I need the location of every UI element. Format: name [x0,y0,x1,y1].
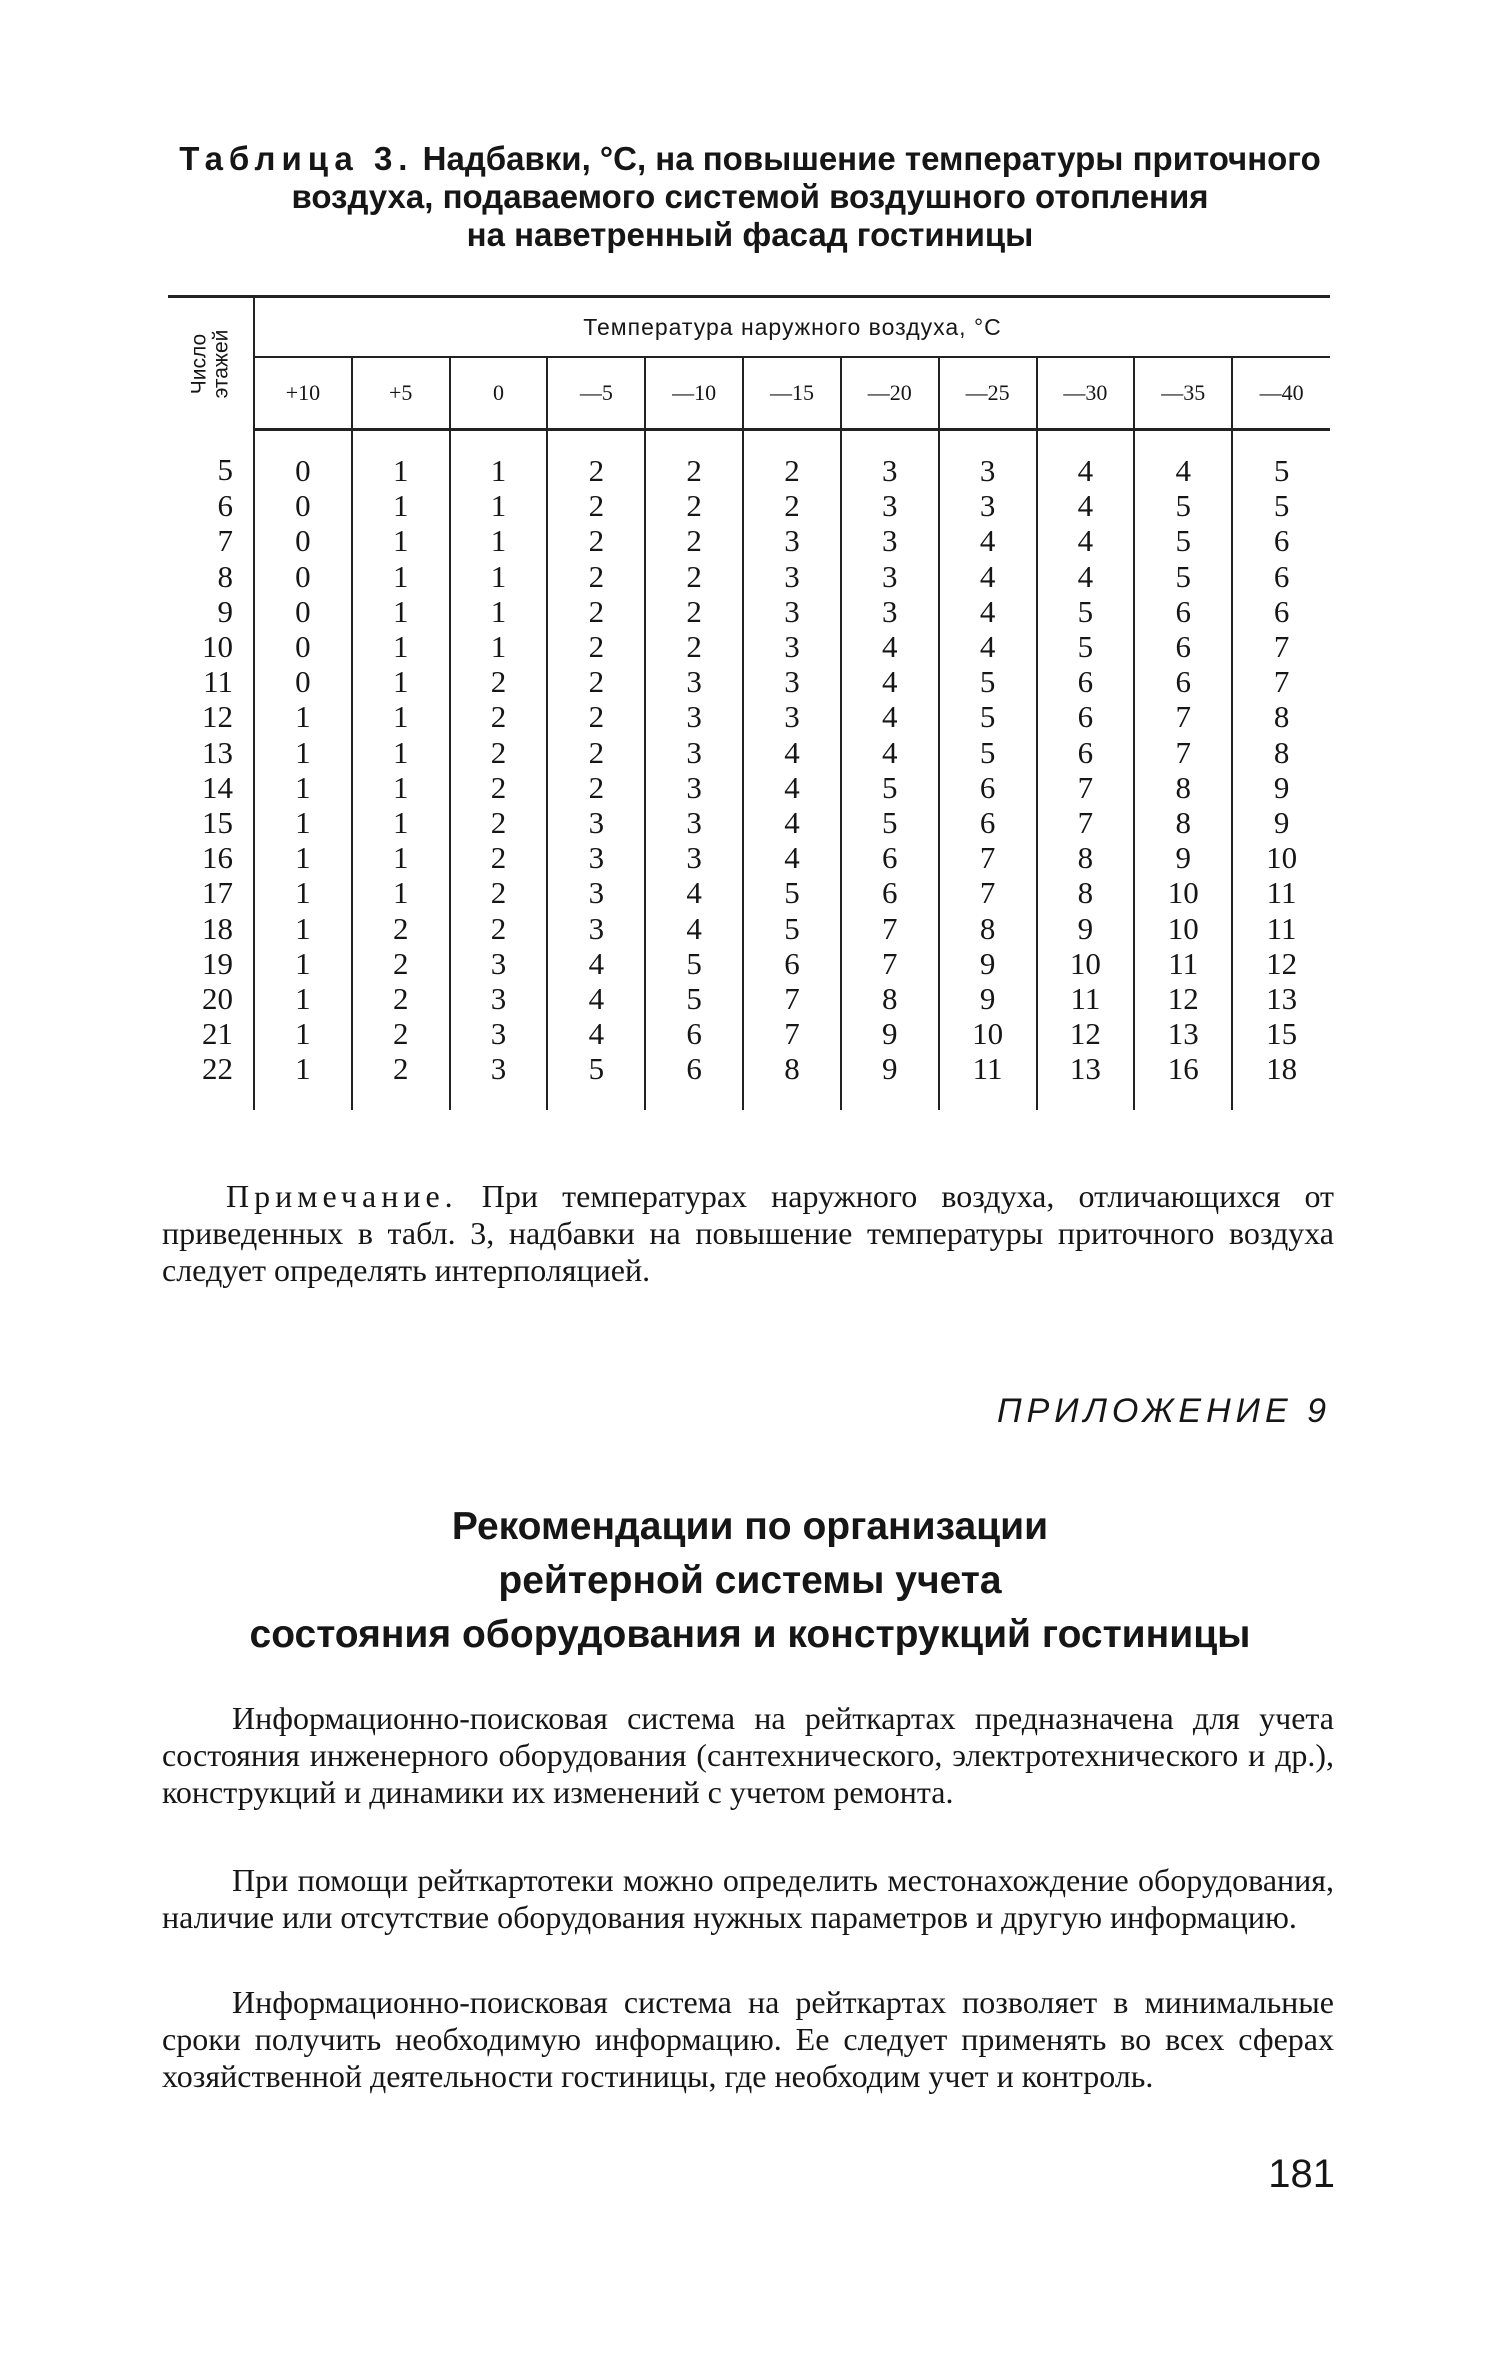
value-cell: 1 [352,430,450,489]
value-cell: 3 [743,594,841,629]
value-cell: 7 [1037,805,1135,840]
value-cell: 6 [1273,593,1290,629]
value-cell: 3 [450,946,548,981]
value-cell: 8 [1134,805,1232,840]
floors-cell: 14 [168,770,254,805]
value-cell: 4 [645,910,743,945]
floors-cell: 17 [168,875,254,910]
value-cell: 2 [352,981,450,1016]
value-cell: 7 [841,946,939,981]
value-cell: 2 [547,594,645,629]
value-cell: 8 [1273,699,1290,735]
value-cell: 1 [352,523,450,558]
value-cell: 1 [254,1016,352,1051]
value-cell: 3 [450,1051,548,1110]
value-cell: 1 [352,875,450,910]
value-cell: 3 [547,910,645,945]
value-cell: 3 [547,805,645,840]
value-cell: 1 [450,594,548,629]
value-cell: 2 [547,699,645,734]
value-cell: 5 [841,770,939,805]
floors-cell: 13 [168,735,254,770]
value-cell: 1 [450,559,548,594]
value-cell: 4 [547,1016,645,1051]
value-cell: 3 [841,559,939,594]
value-cell: 4 [645,875,743,910]
value-cell: 7 [1134,699,1232,734]
value-cell: 6 [1037,664,1135,699]
value-cell: 2 [450,875,548,910]
value-cell: 6 [1273,558,1290,594]
table-note [162,1178,1334,1289]
value-cell: 3 [645,770,743,805]
value-cell: 0 [254,559,352,594]
value-cell: 6 [645,1016,743,1051]
temperature-header-cell: +10 [254,357,352,430]
value-cell: 13 [1266,980,1298,1016]
value-cell: 1 [352,629,450,664]
value-cell: 4 [743,735,841,770]
temperature-header-cell: —25 [939,357,1037,430]
value-cell: 2 [450,664,548,699]
value-cell: 9 [939,981,1037,1016]
value-cell: 4 [841,699,939,734]
value-cell: 6 [645,1051,743,1110]
value-cell: 3 [645,805,743,840]
value-cell: 0 [254,523,352,558]
value-cell: 3 [547,875,645,910]
value-cell: 5 [1273,453,1290,489]
paragraph-1: Информационно-поисковая система на рейткартах предназначена для учета состояния инженерного оборудования (сантехнического, электротехнического и др.), конструкций и динамики их изменений с учетом ремонта. [162,1700,1334,1810]
value-cell: 13 [1037,1051,1135,1110]
value-cell: 1 [254,699,352,734]
temperature-table-wrapper [168,295,1330,1110]
appendix-title-line-1: Рекомендации по организации [451,1505,1049,1548]
temperature-header-cell: —10 [645,357,743,430]
note-text: При температурах наружного воздуха, отличающихся от приведенных в табл. 3, надбавки на повышение температуры приточного воздуха следует определять интерполяцией. [162,1178,1335,1288]
floors-cell: 20 [168,981,254,1016]
value-cell: 1 [450,629,548,664]
value-cell: 2 [450,735,548,770]
value-cell: 7 [841,910,939,945]
value-cell: 5 [743,910,841,945]
value-cell: 2 [645,488,743,523]
value-cell: 7 [1037,770,1135,805]
value-cell: 8 [1037,875,1135,910]
value-cell: 9 [841,1016,939,1051]
value-cell: 7 [939,875,1037,910]
value-cell: 12 [1134,981,1232,1016]
table-row [168,910,1330,945]
value-cell: 6 [939,805,1037,840]
temperature-header-cell: +5 [352,357,450,430]
value-cell: 2 [645,559,743,594]
floors-column-header [168,297,254,430]
table-caption [150,140,1350,254]
value-cell: 2 [352,1016,450,1051]
table-row [168,1016,1330,1051]
floors-cell: 21 [168,1016,254,1051]
value-cell: 7 [743,981,841,1016]
temperature-table [168,295,1330,1110]
value-cell: 3 [450,981,548,1016]
value-cell: 11 [1037,981,1135,1016]
value-cell: 9 [1037,910,1135,945]
floors-header-text [189,329,233,398]
table-header [168,297,1330,430]
value-cell: 2 [352,946,450,981]
temperature-header-cell: —30 [1037,357,1135,430]
table-row [168,488,1330,523]
value-cell: 13 [1134,1016,1232,1051]
value-cell: 6 [1273,523,1290,559]
page-number: 181 [1268,2152,1335,2196]
value-cell: 3 [841,488,939,523]
value-cell: 2 [547,559,645,594]
value-cell: 5 [939,699,1037,734]
value-cell: 8 [1273,734,1290,770]
floors-cell: 8 [168,559,254,594]
value-cell: 2 [450,910,548,945]
value-cell: 0 [254,629,352,664]
value-cell: 5 [1037,594,1135,629]
value-cell: 1 [450,488,548,523]
value-cell: 3 [645,699,743,734]
value-cell: 5 [743,875,841,910]
value-cell: 4 [939,559,1037,594]
table-row [168,594,1330,629]
floors-header-line-1: Число [187,333,211,394]
value-cell: 6 [841,840,939,875]
table-row [168,805,1330,840]
floors-cell: 9 [168,594,254,629]
value-cell: 6 [1134,629,1232,664]
temperature-header-cell: 0 [450,357,548,430]
value-cell: 6 [939,770,1037,805]
floors-cell: 15 [168,805,254,840]
value-cell: 4 [743,840,841,875]
value-cell: 9 [1273,804,1290,840]
temperature-header-cell: —15 [743,357,841,430]
value-cell: 2 [450,699,548,734]
table-row [168,770,1330,805]
value-cell: 2 [450,840,548,875]
note-label: Примечание. [226,1178,458,1214]
value-cell: 1 [352,735,450,770]
table-row [168,735,1330,770]
floors-cell: 16 [168,840,254,875]
table-row [168,840,1330,875]
value-cell: 1 [352,594,450,629]
value-cell: 9 [1134,840,1232,875]
value-cell: 3 [743,699,841,734]
floors-cell: 22 [168,1051,254,1110]
value-cell: 2 [547,629,645,664]
value-cell: 3 [743,664,841,699]
value-cell: 3 [939,488,1037,523]
value-cell: 3 [645,735,743,770]
value-cell: 3 [547,840,645,875]
value-cell: 1 [254,770,352,805]
value-cell: 3 [743,629,841,664]
value-cell: 1 [352,840,450,875]
value-cell: 5 [939,664,1037,699]
value-cell: 0 [254,430,352,489]
floors-cell: 10 [168,629,254,664]
value-cell: 4 [1134,430,1232,489]
value-cell: 8 [939,910,1037,945]
value-cell: 1 [352,770,450,805]
value-cell: 1 [254,805,352,840]
value-cell: 8 [1037,840,1135,875]
value-cell: 1 [254,981,352,1016]
value-cell: 0 [254,664,352,699]
value-cell: 2 [450,770,548,805]
value-cell: 0 [254,488,352,523]
caption-line-2: воздуха, подаваемого системой воздушного отопления [291,178,1209,215]
value-cell: 1 [254,1051,352,1110]
temperature-values-header-row [168,357,1330,430]
value-cell: 15 [1266,1016,1298,1052]
value-cell: 5 [1134,559,1232,594]
value-cell: 2 [547,523,645,558]
appendix-title-line-3: состояния оборудования и конструкций гостиницы [249,1613,1251,1656]
floors-cell: 18 [168,910,254,945]
value-cell: 6 [1037,699,1135,734]
value-cell: 3 [841,430,939,489]
table-body [168,430,1330,1111]
value-cell: 2 [547,664,645,699]
value-cell: 10 [939,1016,1037,1051]
value-cell: 2 [645,594,743,629]
floors-cell: 6 [168,488,254,523]
value-cell: 4 [939,594,1037,629]
value-cell: 1 [254,946,352,981]
value-cell: 4 [841,629,939,664]
floors-cell: 5 [168,430,254,489]
table-row [168,946,1330,981]
value-cell: 4 [547,981,645,1016]
table-row [168,1051,1330,1110]
value-cell: 2 [547,488,645,523]
value-cell: 4 [841,664,939,699]
value-cell: 11 [1134,946,1232,981]
value-cell: 11 [1266,875,1297,911]
value-cell: 5 [645,946,743,981]
floors-cell: 11 [168,664,254,699]
value-cell: 3 [645,840,743,875]
value-cell: 1 [254,735,352,770]
value-cell: 9 [939,946,1037,981]
value-cell: 4 [1037,559,1135,594]
value-cell: 4 [1037,488,1135,523]
value-cell: 3 [939,430,1037,489]
value-cell: 5 [645,981,743,1016]
value-cell: 1 [352,699,450,734]
temperature-header-cell: —40 [1232,357,1330,430]
appendix-title [150,1500,1350,1662]
value-cell: 1 [352,559,450,594]
value-cell: 1 [450,430,548,489]
value-cell: 2 [547,770,645,805]
value-cell: 2 [547,735,645,770]
value-cell: 2 [743,488,841,523]
table-row [168,559,1330,594]
value-cell: 10 [1134,875,1232,910]
table-row [168,629,1330,664]
value-cell: 3 [450,1016,548,1051]
value-cell: 10 [1134,910,1232,945]
value-cell: 6 [841,875,939,910]
value-cell: 3 [743,559,841,594]
value-cell: 8 [743,1051,841,1110]
value-cell: 2 [645,430,743,489]
value-cell: 5 [939,735,1037,770]
table-row [168,430,1330,489]
value-cell: 4 [743,770,841,805]
value-cell: 9 [841,1051,939,1110]
value-cell: 1 [352,805,450,840]
value-cell: 11 [1266,910,1297,946]
value-cell: 2 [645,523,743,558]
value-cell: 4 [743,805,841,840]
temperature-header-cell: —35 [1134,357,1232,430]
appendix-title-line-2: рейтерной системы учета [498,1559,1002,1602]
value-cell: 7 [939,840,1037,875]
value-cell: 1 [254,910,352,945]
value-cell: 1 [352,488,450,523]
value-cell: 6 [1134,664,1232,699]
value-cell: 5 [1037,629,1135,664]
table-row [168,699,1330,734]
value-cell: 8 [1134,770,1232,805]
caption-line-3: на наветренный фасад гостиницы [466,216,1034,253]
value-cell: 18 [1266,1051,1298,1087]
value-cell: 0 [254,594,352,629]
value-cell: 4 [547,946,645,981]
value-cell: 2 [450,805,548,840]
value-cell: 6 [1134,594,1232,629]
value-cell: 1 [254,840,352,875]
value-cell: 1 [352,664,450,699]
value-cell: 1 [254,875,352,910]
floors-cell: 7 [168,523,254,558]
caption-line-1-text: Надбавки, °С, на повышение температуры приточного [422,140,1321,177]
value-cell: 9 [1273,769,1290,805]
value-cell: 16 [1134,1051,1232,1110]
temperature-group-header: Температура наружного воздуха, °С [254,297,1330,358]
value-cell: 3 [841,594,939,629]
caption-label: Таблица 3. [179,140,414,177]
temperature-header-cell: —5 [547,357,645,430]
paragraph-3: Информационно-поисковая система на рейткартах позволяет в минимальные сроки получить необходимую информацию. Ее следует применять во всех сферах хозяйственной деятельности гостиницы, где необходим учет и контроль. [162,1984,1334,2094]
value-cell: 4 [1037,430,1135,489]
value-cell: 10 [1266,840,1298,876]
caption-line-1 [150,140,1350,178]
value-cell: 2 [352,1051,450,1110]
value-cell: 4 [1037,523,1135,558]
value-cell: 5 [1134,488,1232,523]
value-cell: 2 [645,629,743,664]
floors-cell: 12 [168,699,254,734]
value-cell: 5 [1273,488,1290,524]
floors-cell: 19 [168,946,254,981]
value-cell: 7 [1273,664,1290,700]
appendix-label: ПРИЛОЖЕНИЕ 9 [996,1392,1331,1430]
value-cell: 7 [743,1016,841,1051]
value-cell: 2 [352,910,450,945]
table-row [168,664,1330,699]
table-row [168,875,1330,910]
value-cell: 1 [450,523,548,558]
value-cell: 6 [743,946,841,981]
value-cell: 3 [645,664,743,699]
value-cell: 12 [1266,945,1298,981]
value-cell: 5 [841,805,939,840]
value-cell: 2 [743,430,841,489]
value-cell: 7 [1273,629,1290,665]
value-cell: 3 [841,523,939,558]
value-cell: 2 [547,430,645,489]
floors-header-line-2: этажей [209,329,233,399]
value-cell: 11 [939,1051,1037,1110]
table-row [168,981,1330,1016]
value-cell: 4 [841,735,939,770]
value-cell: 4 [939,523,1037,558]
value-cell: 5 [547,1051,645,1110]
value-cell: 3 [743,523,841,558]
value-cell: 10 [1037,946,1135,981]
paragraph-2: При помощи рейткартотеки можно определить местонахождение оборудования, наличие или отсутствие оборудования нужных параметров и другую информацию. [162,1862,1334,1935]
value-cell: 4 [939,629,1037,664]
value-cell: 7 [1134,735,1232,770]
value-cell: 5 [1134,523,1232,558]
value-cell: 12 [1037,1016,1135,1051]
value-cell: 6 [1037,735,1135,770]
table-row [168,523,1330,558]
value-cell: 8 [841,981,939,1016]
temperature-header-cell: —20 [841,357,939,430]
